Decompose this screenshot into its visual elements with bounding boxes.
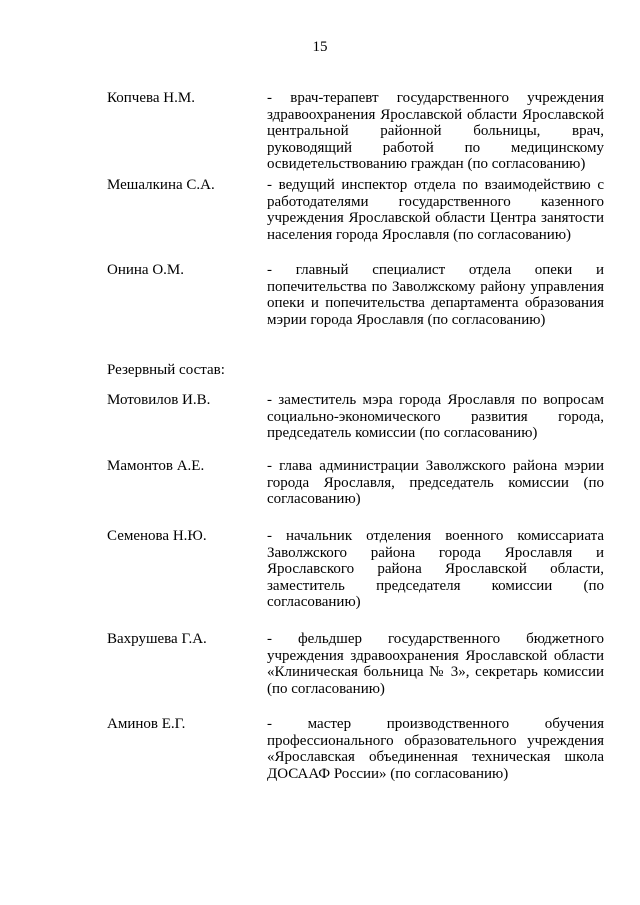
member-name: Копчева Н.М. xyxy=(107,90,195,106)
member-role: - фельдшер государственного бюджетного учреждения здравоохранения Ярославской области «Клиническая больница № 3», секретарь комиссии (по согласованию) xyxy=(267,631,604,697)
member-name: Семенова Н.Ю. xyxy=(107,528,207,544)
member-entry xyxy=(107,262,604,328)
member-role: - главный специалист отдела опеки и попечительства по Заволжскому району управления опеки и попечительства департамента образования мэрии города Ярославля (по согласованию) xyxy=(267,262,604,328)
member-role: - врач-терапевт государственного учреждения здравоохранения Ярославской области Ярославской центральной районной больницы, врач, руководящий работой по медицинскому освидетельствованию граждан (по согласованию) xyxy=(267,90,604,173)
member-name: Мотовилов И.В. xyxy=(107,392,211,408)
member-entry xyxy=(107,90,604,173)
reserve-heading: Резервный состав: xyxy=(107,362,225,378)
member-role: - заместитель мэра города Ярославля по вопросам социально-экономического развития города, председатель комиссии (по согласованию) xyxy=(267,392,604,442)
reserve-entry xyxy=(107,458,604,508)
reserve-entry xyxy=(107,631,604,697)
member-name: Мешалкина С.А. xyxy=(107,177,215,193)
member-role: - ведущий инспектор отдела по взаимодействию с работодателями государственного казенного учреждения Ярославской области Центра занятости населения города Ярославля (по согласованию) xyxy=(267,177,604,243)
member-role: - мастер производственного обучения профессионального образовательного учреждения «Ярославская объединенная техническая школа ДОСААФ России» (по согласованию) xyxy=(267,716,604,782)
member-entry xyxy=(107,177,604,243)
member-name: Аминов Е.Г. xyxy=(107,716,186,732)
member-role: - начальник отделения военного комиссариата Заволжского района города Ярославля и Ярославского района Ярославской области, заместитель председателя комиссии (по согласованию) xyxy=(267,528,604,611)
reserve-entry xyxy=(107,528,604,611)
member-name: Вахрушева Г.А. xyxy=(107,631,207,647)
member-role: - глава администрации Заволжского района мэрии города Ярославля, председатель комиссии (по согласованию) xyxy=(267,458,604,508)
reserve-entry xyxy=(107,392,604,442)
member-name: Мамонтов А.Е. xyxy=(107,458,205,474)
page-number: 15 xyxy=(312,39,328,55)
member-name: Онина О.М. xyxy=(107,262,184,278)
reserve-entry xyxy=(107,716,604,782)
